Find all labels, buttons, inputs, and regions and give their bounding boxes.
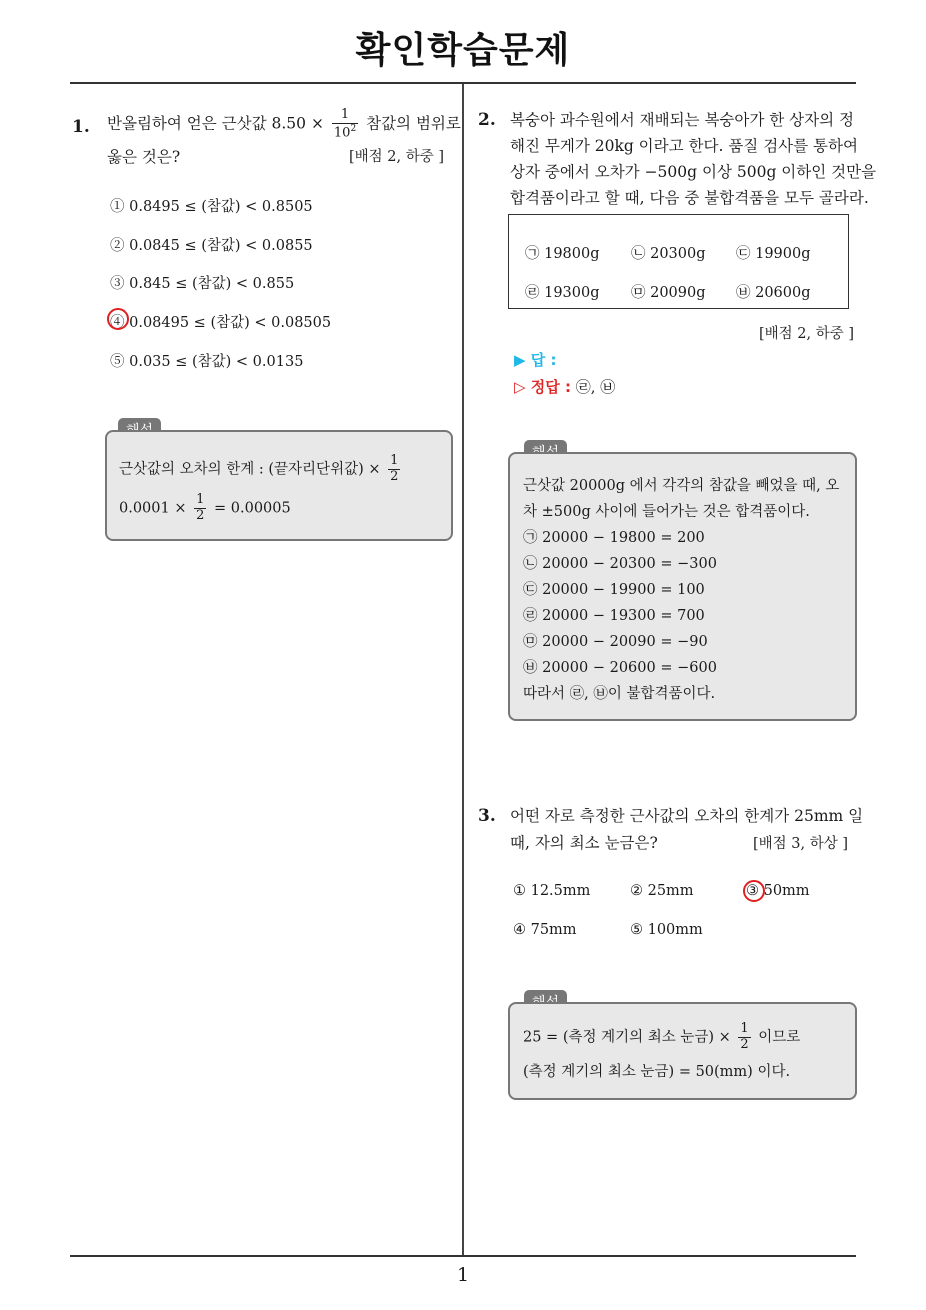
q3-text-line2: 때, 자의 최소 눈금은?: [510, 834, 658, 852]
q2-option-6: ㉥ 20600g: [736, 285, 811, 301]
q2-correct-answer: [514, 376, 615, 397]
q2-expl-line4: ㉡ 20000 − 20300 = −300: [523, 556, 717, 572]
q1-frac-num: 1: [332, 108, 358, 124]
q1-expl-frac-num: 1: [390, 453, 399, 468]
q2-option-1: ㉠ 19800g: [525, 246, 600, 262]
footer-divider: [70, 1255, 856, 1257]
q1-number: 1.: [72, 117, 90, 137]
q2-answer-label: ▶ 답 :: [514, 351, 557, 369]
page-number: 1: [456, 1264, 470, 1286]
q2-expl-line3: ㉠ 20000 − 19800 = 200: [523, 530, 705, 546]
q2-option-3: ㉢ 19900g: [736, 246, 811, 262]
q1-expl-frac-den: 2: [390, 468, 399, 484]
q2-expl-line8: ㉥ 20000 − 20600 = −600: [523, 660, 717, 676]
q3-choice-2[interactable]: ② 25mm: [630, 883, 694, 899]
q2-expl-line9: 따라서 ㉣, ㉥이 불합격품이다.: [523, 686, 716, 702]
q1-explanation-box: [105, 430, 453, 541]
q3-number: 3.: [478, 806, 496, 826]
q1-expl-line2-a: 0.0001 ×: [119, 500, 187, 517]
q1-choice-2[interactable]: ② 0.0845 ≤ (참값) < 0.0855: [110, 238, 313, 254]
q3-choice-4[interactable]: ④ 75mm: [513, 922, 577, 938]
q1-expl-text-a: 근삿값의 오차의 한계 : (끝자리단위값) ×: [119, 461, 381, 478]
column-divider: [462, 84, 464, 1256]
q1-choice-4[interactable]: ④ 0.08495 ≤ (참값) < 0.08505: [110, 315, 332, 331]
q3-expl-text-b: 이므로: [758, 1029, 801, 1046]
q2-number: 2.: [478, 110, 496, 130]
q2-correct-label: ▷ 정답 :: [514, 378, 571, 396]
q2-score: [배점 2, 하중 ]: [759, 326, 855, 342]
q3-expl-text-a: 25 = (측정 계기의 최소 눈금) ×: [523, 1029, 731, 1046]
q2-text-line2: 해진 무게가 20kg 이라고 한다. 품질 검사를 통하여: [510, 137, 858, 155]
q2-text-line3: 상자 중에서 오차가 −500g 이상 500g 이하인 것만을: [510, 163, 877, 181]
q3-expl-line2: (측정 계기의 최소 눈금) = 50(mm) 이다.: [523, 1064, 791, 1080]
q3-expl-fraction: [738, 1022, 750, 1053]
q1-text-b: 참값의 범위로: [366, 114, 461, 133]
q1-expl-line1: [119, 454, 403, 485]
q1-frac-den: 10: [333, 125, 351, 141]
q2-expl-line6: ㉣ 20000 − 19300 = 700: [523, 608, 705, 624]
q2-expl-line5: ㉢ 20000 − 19900 = 100: [523, 582, 705, 598]
q1-expl-line2-b: = 0.00005: [214, 500, 291, 517]
q2-text-line1: 복숭아 과수원에서 재배되는 복숭아가 한 상자의 정: [510, 111, 854, 129]
q1-expl-line2-fraction: [194, 493, 206, 524]
q2-option-2: ㉡ 20300g: [631, 246, 706, 262]
q3-score: [배점 3, 하상 ]: [753, 836, 849, 852]
q2-correct-value: ㉣, ㉥: [575, 378, 616, 396]
q1-answer-mark: [107, 308, 129, 330]
q1-frac-exp: 2: [350, 123, 357, 134]
q1-expl-line2-frac-num: 1: [196, 492, 205, 507]
q3-expl-frac-num: 1: [740, 1021, 749, 1036]
q2-expl-line7: ㉤ 20000 − 20090 = −90: [523, 634, 708, 650]
q3-text-line1: 어떤 자로 측정한 근사값의 오차의 한계가 25mm 일: [510, 807, 864, 825]
q1-choice-1[interactable]: ① 0.8495 ≤ (참값) < 0.8505: [110, 199, 313, 215]
q1-fraction: [332, 108, 358, 141]
q1-expl-line2-frac-den: 2: [196, 507, 205, 523]
q2-options-box: [508, 214, 849, 309]
q2-option-5: ㉤ 20090g: [631, 285, 706, 301]
q3-expl-frac-den: 2: [740, 1036, 749, 1052]
q3-expl-line1: [523, 1022, 800, 1053]
q3-explanation-box: [508, 1002, 857, 1100]
q3-choice-1[interactable]: ① 12.5mm: [513, 883, 591, 899]
q2-expl-line1: 근삿값 20000g 에서 각각의 참값을 빼었을 때, 오: [523, 478, 840, 494]
q3-choice-3[interactable]: ③ 50mm: [746, 883, 810, 899]
q2-explanation-box: [508, 452, 857, 721]
q2-expl-line2: 차 ±500g 사이에 들어가는 것은 합격품이다.: [523, 504, 810, 520]
q1-text-line1: [107, 108, 461, 141]
q3-choice-5[interactable]: ⑤ 100mm: [630, 922, 703, 938]
q1-expl-line2: [119, 493, 291, 524]
q1-choice-3[interactable]: ③ 0.845 ≤ (참값) < 0.855: [110, 276, 295, 292]
q2-text-line4: 합격품이라고 할 때, 다음 중 불합격품을 모두 골라라.: [510, 189, 869, 207]
q1-score: [배점 2, 하중 ]: [349, 149, 445, 165]
q2-option-4: ㉣ 19300g: [525, 285, 600, 301]
q1-text-line2: 옳은 것은?: [107, 148, 181, 166]
q3-answer-mark: [743, 880, 765, 902]
q1-text-a: 반올림하여 얻은 근삿값 8.50 ×: [107, 114, 324, 133]
q1-choice-5[interactable]: ⑤ 0.035 ≤ (참값) < 0.0135: [110, 354, 304, 370]
q1-expl-fraction: [388, 454, 400, 485]
page-title: 확인학습문제: [355, 30, 571, 71]
